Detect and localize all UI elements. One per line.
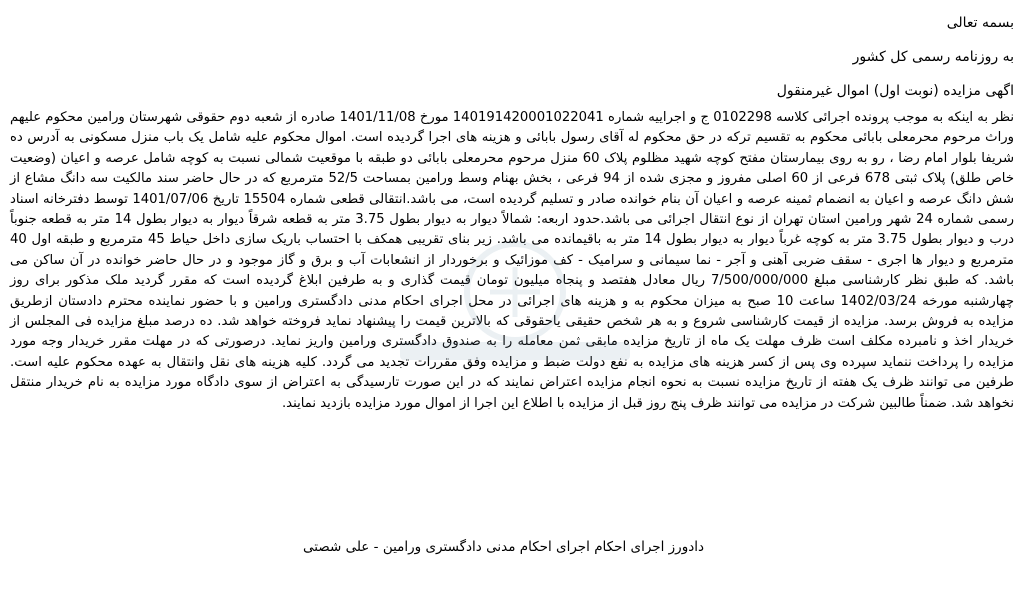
notice-body: نظر به اینکه به موجب پرونده اجرائی کلاسه 0102298 ج و اجراییه شماره 140191420001022041 مورخ 1401/11/08 صادره از شعبه دوم حقوقی شهرستان ورامین محکوم علیهم وراث مرحوم محرمعلی بابائی محکوم به تقسیم ترکه در حق محکوم له آقای رسول بابائی و هزینه های اجرا گردیده است. اموال محکوم علیه شامل یک باب منزل مسکونی به آدرس ده شریفا بلوار امام رضا ، رو به روی بیمارستان مفتح کوچه شهید مظلوم پلاک 60 منزل مرحوم محرمعلی بابائی دو طبقه با موقعیت شمالی نسبت به کوچه شامل عرصه و اعیان (وضعیت خاص طلق) پلاک ثبتی 678 فرعی از 60 اصلی مفروز و مجزی شده از 94 فرعی ، بخش بهنام وسط ورامین بمساحت 52/5 مترمربع که در حال حاضر سند مالکیت سه دانگ مشاع از شش دانگ عرصه و اعیان به انضمام ثمینه عرصه و اعیان آن بنام خوانده صادر و تسلیم گردیده است، می باشد.انتقالی قطعی شماره 15504 تاریخ 1401/07/06 توسط دفترخانه اسناد رسمی شماره 24 شهر ورامین استان تهران از نوع انتقال اجرائی می باشد.حدود اربعه: شمالاً دیوار به دیوار بطول 3.75 متر به قطعه شرقاً دیوار به دیوار بطول 14 متر به قطعه جنوباً درب و دیوار بطول 3.75 متر به کوچه غرباً دیوار به دیوار بطول 14 متر به باقیمانده می باشد. زیر بنای تقریبی همکف با احتساب باریک سازی داخل حیاط 45 مترمربع و طبقه اول 40 مترمربع و دیوار ها اجری - سقف ضربی آهنی و آجر - نما سیمانی و سرامیک - کف موزائیک و برخوردار از انشعابات آب و برق و گاز موجود و در حال حاضر خوانده در آن ساکن می باشد. که طبق نظر کارشناسی مبلغ 7/500/000/000 ریال معادل هفتصد و پنجاه میلیون تومان قیمت گذاری و به طرفین ابلاغ گردیده است که مقرر گردید ملک مذکور برای روز چهارشنبه مورخه 1402/03/24 ساعت 10 صبح به میزان محکوم به و هزینه های اجرائی در محل اجرای احکام مدنی دادگستری ورامین و با حضور نماینده محترم دادستان ازطریق مزایده به فروش برسد. مزایده از قیمت کارشناسی شروع و به هر شخص حقیقی یاحقوقی که بالاترین قیمت را پیشنهاد نماید فروخته خواهد شد. ده درصد مبلغ مزایده فی المجلس از خریدار اخذ و نامبرده مکلف است ظرف مهلت یک ماه از تاریخ مزایده مابقی ثمن معامله را به صندوق دادگستری ورامین واریز نماید. درصورتی که در مهلت مقرر خریدار وجه مورد مزایده را پرداخت ننماید سپرده وی پس از کسر هزینه های مزایده به نفع دولت ضبط و مزایده وفق مقررات تجدید می گردد. کلیه هزینه های نقل وانتقال به عهده محکوم علیه است. طرفین می توانند ظرف یک هفته از تاریخ مزایده نسبت به نحوه انجام مزایده اعتراض نمایند که در این صورت تارسیدگی به اعتراض از سوی دادگاه مورد مزایده به نام خریدار منتقل نخواهد شد. ضمناً طالبین شرکت در مزایده می توانند ظرف پنج روز قبل از مزایده با اطلاع این اجرا از اموال مورد مزایده بازدید نمایند. — [10, 110, 1015, 411]
header-recipient: به روزنامه رسمی کل کشور — [852, 49, 1014, 65]
notice-title: اگهی مزایده (نوبت اول) اموال غیرمنقول — [776, 83, 1014, 99]
notice-signature: دادورز اجرای احکام اجرای احکام مدنی دادگستری ورامین - علی شصتی — [302, 539, 704, 555]
header-bismillah: بسمه تعالی — [946, 15, 1014, 31]
